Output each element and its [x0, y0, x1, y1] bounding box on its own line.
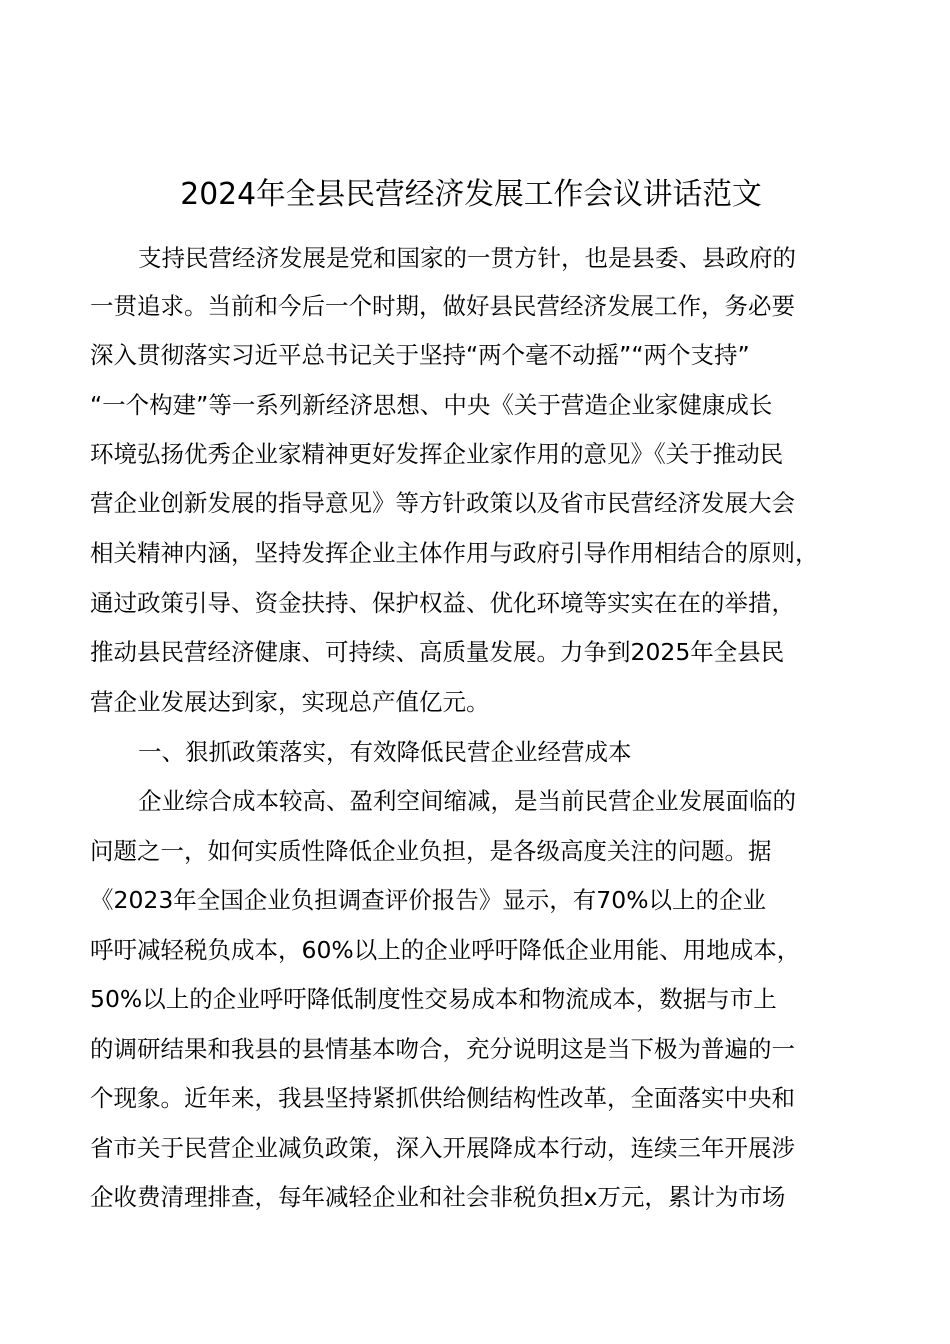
paragraph-line: 一贯追求。当前和今后一个时期，做好县民营经济发展工作，务必要 [90, 292, 795, 320]
paragraph-line: 问题之一，如何实质性降低企业负担，是各级高度关注的问题。据 [90, 837, 772, 865]
paragraph-line: 深入贯彻落实习近平总书记关于坚持“两个毫不动摇”“两个支持” [90, 341, 750, 369]
paragraph-line: 营企业发展达到家，实现总产值亿元。 [90, 688, 490, 716]
paragraph-line: 推动县民营经济健康、可持续、高质量发展。力争到2025年全县民 [90, 638, 785, 666]
paragraph-line: 呼吁减轻税负成本，60%以上的企业呼吁降低企业用能、用地成本， [90, 936, 801, 964]
paragraph-line: 营企业创新发展的指导意见》等方针政策以及省市民营经济发展大会 [90, 489, 795, 517]
paragraph-line: “一个构建”等一系列新经济思想、中央《关于营造企业家健康成长 [90, 391, 773, 419]
paragraph-line: 50%以上的企业呼吁降低制度性交易成本和物流成本，数据与市上 [90, 985, 777, 1013]
document-title: 2024年全县民营经济发展工作会议讲话范文 [180, 177, 762, 212]
paragraph-line: 的调研结果和我县的县情基本吻合，充分说明这是当下极为普遍的一 [90, 1035, 795, 1063]
paragraph-line: 环境弘扬优秀企业家精神更好发挥企业家作用的意见》《关于推动民 [90, 440, 784, 468]
paragraph-line: 企收费清理排查，每年减轻企业和社会非税负担x万元，累计为市场 [90, 1183, 786, 1211]
paragraph-line: 个现象。近年来，我县坚持紧抓供给侧结构性改革，全面落实中央和 [90, 1084, 795, 1112]
section-heading: 一、狠抓政策落实，有效降低民营企业经营成本 [138, 738, 632, 766]
paragraph-line: 《2023年全国企业负担调查评价报告》显示，有70%以上的企业 [90, 886, 767, 914]
paragraph-line: 通过政策引导、资金扶持、保护权益、优化环境等实实在在的举措， [90, 589, 795, 617]
paragraph-line: 支持民营经济发展是党和国家的一贯方针，也是县委、县政府的 [138, 244, 796, 272]
paragraph-line: 企业综合成本较高、盈利空间缩减，是当前民营企业发展面临的 [138, 787, 796, 815]
paragraph-line: 相关精神内涵，坚持发挥企业主体作用与政府引导作用相结合的原则， [90, 539, 819, 567]
paragraph-line: 省市关于民营企业减负政策，深入开展降成本行动，连续三年开展涉 [90, 1134, 795, 1162]
